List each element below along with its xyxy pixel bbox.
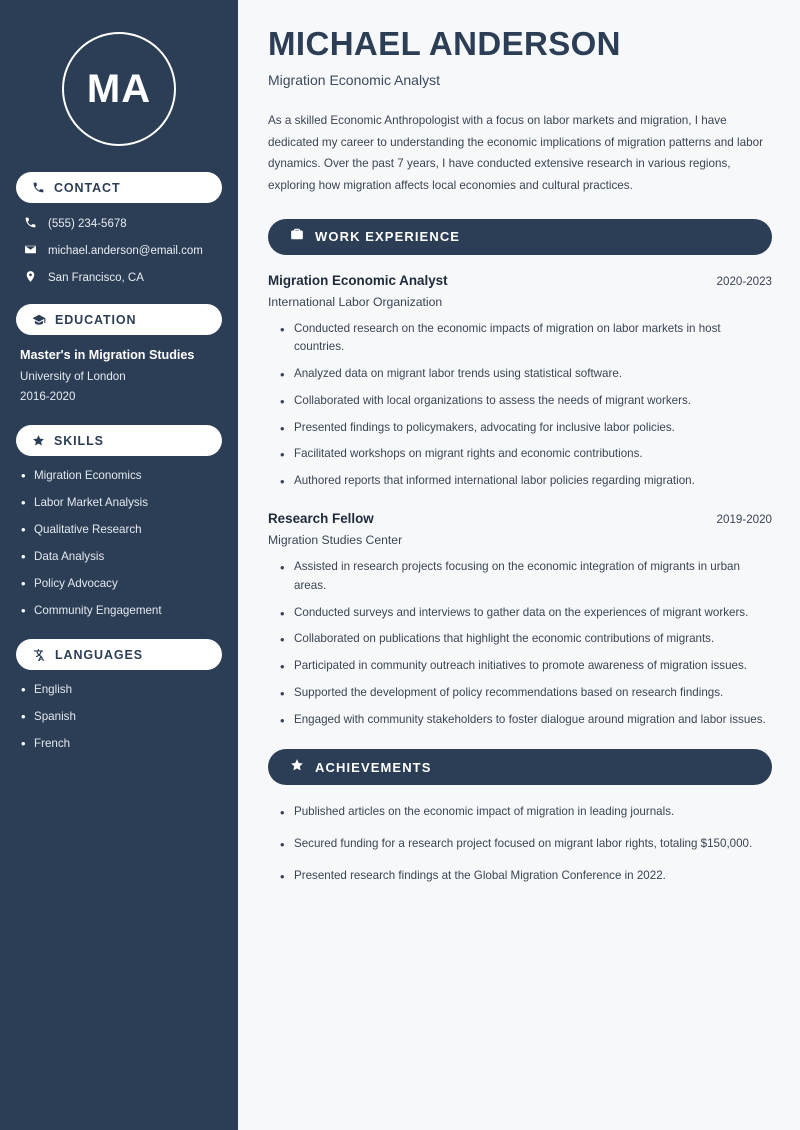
professional-title: Migration Economic Analyst — [268, 71, 440, 88]
avatar: MA — [62, 32, 176, 146]
experience-organization: International Labor Organization — [268, 294, 443, 309]
achievements-list — [268, 803, 772, 885]
contact-list — [16, 216, 222, 286]
list-item: • Participated in community outreach initiatives to promote awareness of migration issues. — [280, 657, 772, 676]
languages-list — [16, 683, 222, 750]
translate-icon — [32, 648, 46, 662]
graduation-cap-icon — [32, 313, 46, 327]
education-years: 2016-2020 — [20, 390, 76, 403]
experience-bullets — [268, 320, 772, 491]
star-icon — [32, 434, 45, 447]
list-item: • Data Analysis — [20, 550, 218, 563]
languages-heading — [16, 639, 222, 670]
list-item: • English — [20, 683, 218, 696]
work-experience-heading-label: WORK EXPERIENCE — [315, 229, 461, 245]
list-item: • Migration Economics — [20, 469, 218, 482]
list-item: • Collaborated with local organizations to assess the needs of migrant workers. — [280, 392, 772, 411]
page-title: MICHAEL ANDERSON — [268, 25, 621, 62]
list-item: • Secured funding for a research project focused on migrant labor rights, totaling $150,000. — [280, 835, 772, 854]
experience-role: Research Fellow — [268, 510, 374, 526]
contact-email — [16, 243, 222, 259]
briefcase-icon — [290, 227, 304, 246]
contact-heading — [16, 172, 222, 203]
experience-organization: Migration Studies Center — [268, 532, 403, 547]
experience-bullets — [268, 558, 772, 729]
education-school: University of London — [20, 370, 126, 383]
list-item: • Authored reports that informed international labor policies regarding migration. — [280, 472, 772, 491]
experience-role: Migration Economic Analyst — [268, 272, 448, 288]
contact-location — [16, 270, 222, 286]
phone-icon — [32, 181, 45, 194]
list-item: • Presented research findings at the Global Migration Conference in 2022. — [280, 867, 772, 886]
list-item: • Community Engagement — [20, 604, 218, 617]
list-item: • Assisted in research projects focusing on the economic integration of migrants in urban areas. — [280, 558, 772, 596]
list-item: • Labor Market Analysis — [20, 496, 218, 509]
work-experience-heading — [268, 219, 772, 255]
list-item: • Facilitated workshops on migrant rights and economic contributions. — [280, 445, 772, 464]
list-item: • French — [20, 737, 218, 750]
contact-phone — [16, 216, 222, 232]
list-item: • Published articles on the economic impact of migration in leading journals. — [280, 803, 772, 822]
star-icon — [290, 758, 304, 777]
contact-location-text: San Francisco, CA — [48, 272, 144, 284]
list-item: • Engaged with community stakeholders to foster dialogue around migration and labor issues. — [280, 711, 772, 730]
list-item: • Conducted surveys and interviews to gather data on the experiences of migrant workers. — [280, 604, 772, 623]
list-item: • Conducted research on the economic impacts of migration on labor markets in host countries. — [280, 320, 772, 358]
experience-dates: 2020-2023 — [716, 274, 772, 288]
list-item: • Policy Advocacy — [20, 577, 218, 590]
location-pin-icon — [24, 270, 37, 286]
list-item: • Analyzed data on migrant labor trends using statistical software. — [280, 365, 772, 384]
contact-heading-label: CONTACT — [54, 180, 121, 195]
list-item: • Spanish — [20, 710, 218, 723]
list-item: • Presented findings to policymakers, advocating for inclusive labor policies. — [280, 419, 772, 438]
sidebar — [0, 0, 238, 1130]
education-heading-label: EDUCATION — [55, 312, 137, 327]
avatar-wrapper — [16, 32, 222, 146]
skills-heading — [16, 425, 222, 456]
experience-dates: 2019-2020 — [716, 512, 772, 526]
experience-entry — [268, 511, 772, 729]
skills-list — [16, 469, 222, 617]
contact-phone-text: (555) 234-5678 — [48, 218, 127, 230]
achievements-section — [268, 803, 772, 885]
envelope-icon — [24, 243, 37, 259]
contact-email-text: michael.anderson@email.com — [48, 245, 203, 257]
list-item: • Qualitative Research — [20, 523, 218, 536]
education-degree: Master's in Migration Studies — [20, 348, 195, 362]
skills-heading-label: SKILLS — [54, 433, 104, 448]
professional-summary: As a skilled Economic Anthropologist with a focus on labor markets and migration, I have dedicated my career to understanding the economic implications of migration patterns and labor dynamics. Over the past 7 years, I have conducted extensive research in various regions, exploring how migration affects local economies and cultural practices. — [268, 113, 764, 192]
achievements-heading — [268, 749, 772, 785]
languages-heading-label: LANGUAGES — [55, 647, 143, 662]
achievements-heading-label: ACHIEVEMENTS — [315, 759, 432, 775]
list-item: • Collaborated on publications that highlight the economic contributions of migrants. — [280, 630, 772, 649]
list-item: • Supported the development of policy recommendations based on research findings. — [280, 684, 772, 703]
experience-header — [268, 511, 772, 526]
experience-entry — [268, 273, 772, 491]
education-entry — [16, 348, 222, 403]
education-heading — [16, 304, 222, 335]
experience-header — [268, 273, 772, 288]
main-content — [238, 0, 800, 1130]
phone-icon — [24, 216, 37, 232]
